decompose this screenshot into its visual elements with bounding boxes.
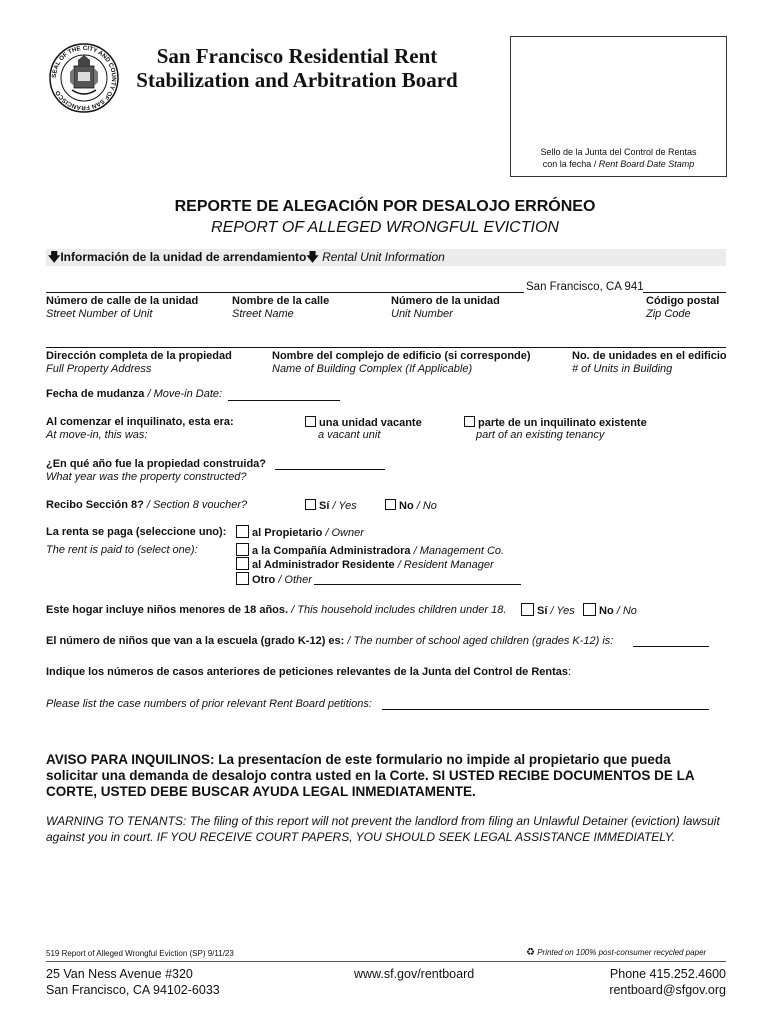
rent-other-checkbox[interactable] xyxy=(236,572,249,585)
section-title-es: Información de la unidad de arrendamiento xyxy=(60,250,307,264)
down-arrow-icon: 🡇 xyxy=(306,250,319,264)
vacant-unit-option[interactable]: una unidad vacante xyxy=(305,416,422,429)
rent-owner-checkbox[interactable] xyxy=(236,525,249,538)
footer-address-line-1: 25 Van Ness Avenue #320 xyxy=(46,967,193,981)
vacant-unit-checkbox[interactable] xyxy=(305,416,316,427)
full-address-field[interactable] xyxy=(46,347,726,348)
rent-paid-question: La renta se paga (seleccione uno): xyxy=(46,526,227,538)
full-address-label: Dirección completa de la propiedad xyxy=(46,350,232,362)
tenancy-question: Al comenzar el inquilinato, esta era: xyxy=(46,416,234,428)
street-number-label: Número de calle de la unidad xyxy=(46,295,199,307)
school-children-question: El número de niños que van a la escuela (grado K-12) es: / The number of school aged children (grades K-12) is: xyxy=(46,635,614,647)
units-in-building-label-en: # of Units in Building xyxy=(572,363,673,375)
stamp-label-en: Rent Board Date Stamp xyxy=(598,159,695,169)
case-numbers-question: Indique los números de casos anteriores de peticiones relevantes de la Junta del Control de Rentas: xyxy=(46,666,572,678)
rent-management-checkbox[interactable] xyxy=(236,543,249,556)
rent-manager-option[interactable]: al Administrador Residente / Resident Manager xyxy=(236,557,494,571)
unit-number-label-en: Unit Number xyxy=(391,308,453,320)
recycled-note: ♻ Printed on 100% post-consumer recycled paper xyxy=(526,947,707,958)
footer-address-line-2: San Francisco, CA 94102-6033 xyxy=(46,983,220,997)
children-yes-checkbox[interactable] xyxy=(521,603,534,616)
existing-tenancy-checkbox[interactable] xyxy=(464,416,475,427)
street-address-field[interactable] xyxy=(46,292,524,293)
footer-divider xyxy=(46,961,726,962)
organization-name xyxy=(122,44,472,92)
section-header-rental-unit xyxy=(46,249,726,266)
stamp-label-es: Sello de la Junta del Control de Rentas xyxy=(540,147,697,157)
year-built-label-en: What year was the property constructed? xyxy=(46,471,247,483)
case-numbers-field[interactable] xyxy=(382,709,709,710)
section8-no-option[interactable]: No / No xyxy=(385,499,437,512)
rent-owner-option[interactable]: al Propietario / Owner xyxy=(236,525,364,539)
units-in-building-label: No. de unidades en el edificio xyxy=(572,350,727,362)
case-numbers-question-en: Please list the case numbers of prior relevant Rent Board petitions: xyxy=(46,698,372,710)
date-stamp-box xyxy=(510,36,727,177)
section-title-en: Rental Unit Information xyxy=(322,250,445,264)
full-address-label-en: Full Property Address xyxy=(46,363,152,375)
rent-paid-question-en: The rent is paid to (select one): xyxy=(46,544,198,556)
rent-other-field[interactable] xyxy=(314,584,521,585)
down-arrow-icon: 🡇 xyxy=(48,250,61,264)
rent-manager-checkbox[interactable] xyxy=(236,557,249,570)
children-no-checkbox[interactable] xyxy=(583,603,596,616)
year-built-label: ¿En qué año fue la propiedad construida? xyxy=(46,458,267,470)
street-name-label: Nombre de la calle xyxy=(232,295,330,307)
school-children-field[interactable] xyxy=(633,646,709,647)
org-line-1: San Francisco Residential Rent xyxy=(156,44,438,68)
section8-yes-checkbox[interactable] xyxy=(305,499,316,510)
children-yes-option[interactable]: Sí / Yes xyxy=(521,603,575,617)
section8-yes-option[interactable]: Sí / Yes xyxy=(305,499,357,512)
footer-website-link[interactable]: www.sf.gov/rentboard xyxy=(354,967,475,981)
zip-code-label-en: Zip Code xyxy=(646,308,691,320)
zip-code-field[interactable] xyxy=(643,292,726,293)
vacant-unit-label-en: a vacant unit xyxy=(318,429,381,441)
recycle-icon: ♻ xyxy=(526,947,535,958)
unit-number-label: Número de la unidad xyxy=(391,295,500,307)
building-complex-label: Nombre del complejo de edificio (si corresponde) xyxy=(272,350,531,362)
form-title-en: REPORT OF ALLEGED WRONGFUL EVICTION xyxy=(211,219,559,236)
section8-question: Recibo Sección 8? / Section 8 voucher? xyxy=(46,499,248,511)
tenant-notice-es: AVISO PARA INQUILINOS: La presentacíon de este formulario no impide al propietario que pueda solicitar una demanda de desalojo contra usted en la Corte. SI USTED RECIBE DOCUMENTOS DE LA CORTE, USTED DEBE BUSCAR AYUDA LEGAL INMEDIATAMENTE. xyxy=(46,752,695,799)
svg-text:SEAL OF THE CITY AND COUNTY OF: SEAL OF THE CITY AND COUNTY OF SAN FRANCISCO xyxy=(50,44,118,112)
rent-other-option[interactable]: Otro / Other xyxy=(236,572,312,586)
existing-tenancy-option[interactable]: parte de un inquilinato existente xyxy=(464,416,647,429)
form-title-es: REPORTE DE ALEGACIÓN POR DESALOJO ERRÓNEO xyxy=(174,198,596,215)
move-in-date-field[interactable] xyxy=(228,400,340,401)
move-in-date-label: Fecha de mudanza / Move-in Date: xyxy=(46,388,223,400)
tenant-warning-en: WARNING TO TENANTS: The filing of this report will not prevent the landlord from filing an Unlawful Detainer (eviction) lawsuit against you in court. IF YOU RECEIVE COURT PAPERS, YOU SHOULD SEEK LEGAL ASSISTANCE IMMEDIATELY. xyxy=(46,814,720,844)
stamp-label-es-2: con la fecha / xyxy=(542,159,597,169)
street-name-label-en: Street Name xyxy=(232,308,294,320)
street-number-label-en: Street Number of Unit xyxy=(46,308,153,320)
section8-no-checkbox[interactable] xyxy=(385,499,396,510)
year-built-field[interactable] xyxy=(275,469,385,470)
form-id: 519 Report of Alleged Wrongful Eviction (SP) 9/11/23 xyxy=(46,949,234,958)
rent-management-option[interactable]: a la Compañía Administradora / Management Co. xyxy=(236,543,504,557)
org-line-2: Stabilization and Arbitration Board xyxy=(136,68,458,92)
tenancy-question-en: At move-in, this was: xyxy=(46,429,148,441)
city-prefix: San Francisco, CA 941 xyxy=(526,281,644,293)
footer-email-link[interactable]: rentboard@sfgov.org xyxy=(609,983,726,997)
footer-phone: Phone 415.252.4600 xyxy=(609,967,726,981)
building-complex-label-en: Name of Building Complex (If Applicable) xyxy=(272,363,473,375)
existing-tenancy-label-en: part of an existing tenancy xyxy=(476,429,605,441)
children-question: Este hogar incluye niños menores de 18 años. / This household includes children under 18. xyxy=(46,604,507,616)
children-no-option[interactable]: No / No xyxy=(583,603,637,617)
city-seal-icon xyxy=(48,42,120,114)
zip-code-label: Código postal xyxy=(646,295,720,307)
